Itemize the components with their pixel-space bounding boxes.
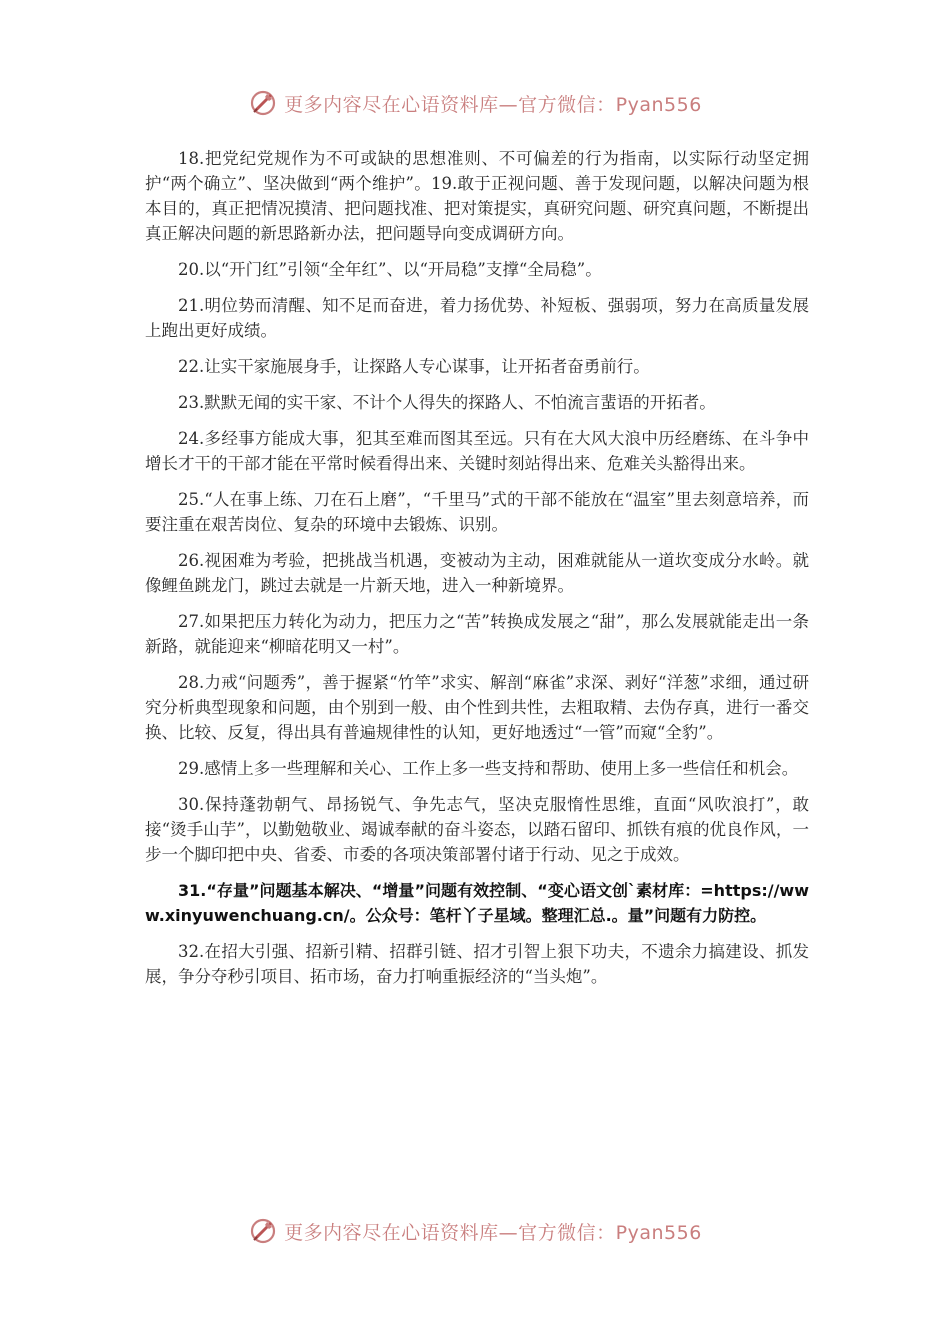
paragraph-21: 21.明位势而清醒、知不足而奋进，着力扬优势、补短板、强弱项，努力在高质量发展上跑出更好成绩。 bbox=[145, 296, 809, 340]
paragraph-25: 25.“人在事上练、刀在石上磨”，“千里马”式的干部不能放在“温室”里去刻意培养，而要注重在艰苦岗位、复杂的环境中去锻炼、识别。 bbox=[145, 490, 809, 534]
paragraph-31: 31.“存量”问题基本解决、“增量”问题有效控制、“变心语文创`素材库：=https://www.xinyuwenchuang.cn/。公众号：笔杆丫子星域。整理汇总.。量”问题有力防控。 bbox=[145, 881, 809, 925]
footer-watermark-text: 更多内容尽在心语资料库—官方微信：Pyan556 bbox=[284, 1221, 702, 1244]
paragraph-23: 23.默默无闻的实干家、不计个人得失的探路人、不怕流言蜚语的开拓者。 bbox=[178, 393, 716, 412]
document-body bbox=[145, 146, 809, 1000]
paragraph-28: 28.力戒“问题秀”，善于握紧“竹竿”求实、解剖“麻雀”求深、剥好“洋葱”求细，通过研究分析典型现象和问题，由个别到一般、由个性到共性，去粗取精、去伪存真，进行一番交换、比较、反复，得出具有普遍规律性的认知，更好地透过“一管”而窥“全豹”。 bbox=[145, 673, 809, 742]
paragraph-18-19: 18.把党纪党规作为不可或缺的思想准则、不可偏差的行为指南，以实际行动坚定拥护“两个确立”、坚决做到“两个维护”。19.敢于正视问题、善于发现问题，以解决问题为根本目的，真正把情况摸清、把问题找准、把对策提实，真研究问题、研究真问题，不断提出真正解决问题的新思路新办法，把问题导向变成调研方向。 bbox=[145, 149, 809, 243]
footer-watermark-banner bbox=[0, 1211, 950, 1251]
paragraph-29: 29.感情上多一些理解和关心、工作上多一些支持和帮助、使用上多一些信任和机会。 bbox=[178, 759, 799, 778]
paragraph-30: 30.保持蓬勃朝气、昂扬锐气、争先志气，坚决克服惰性思维，直面“风吹浪打”，敢接“烫手山芋”，以勤勉敬业、竭诚奉献的奋斗姿态，以踏石留印、抓铁有痕的优良作风，一步一个脚印把中央、省委、市委的各项决策部署付诸于行动、见之于成效。 bbox=[145, 795, 809, 864]
header-watermark-banner bbox=[0, 83, 950, 123]
paragraph-22: 22.让实干家施展身手，让探路人专心谋事，让开拓者奋勇前行。 bbox=[178, 357, 650, 376]
paragraph-27: 27.如果把压力转化为动力，把压力之“苦”转换成发展之“甜”，那么发展就能走出一条新路，就能迎来“柳暗花明又一村”。 bbox=[145, 612, 809, 656]
header-watermark-text: 更多内容尽在心语资料库—官方微信：Pyan556 bbox=[284, 93, 702, 116]
paragraph-24: 24.多经事方能成大事，犯其至难而图其至远。只有在大风大浪中历经磨练、在斗争中增长才干的干部才能在平常时候看得出来、关键时刻站得出来、危难关头豁得出来。 bbox=[145, 429, 809, 473]
pen-seal-icon bbox=[248, 88, 278, 118]
paragraph-32: 32.在招大引强、招新引精、招群引链、招才引智上狠下功夫，不遗余力搞建设、抓发展，争分夺秒引项目、拓市场，奋力打响重振经济的“当头炮”。 bbox=[145, 942, 809, 986]
paragraph-20: 20.以“开门红”引领“全年红”、以“开局稳”支撑“全局稳”。 bbox=[178, 260, 602, 279]
paragraph-26: 26.视困难为考验，把挑战当机遇，变被动为主动，困难就能从一道坎变成分水岭。就像鲤鱼跳龙门，跳过去就是一片新天地，进入一种新境界。 bbox=[145, 551, 809, 595]
pen-seal-icon bbox=[248, 1216, 278, 1246]
